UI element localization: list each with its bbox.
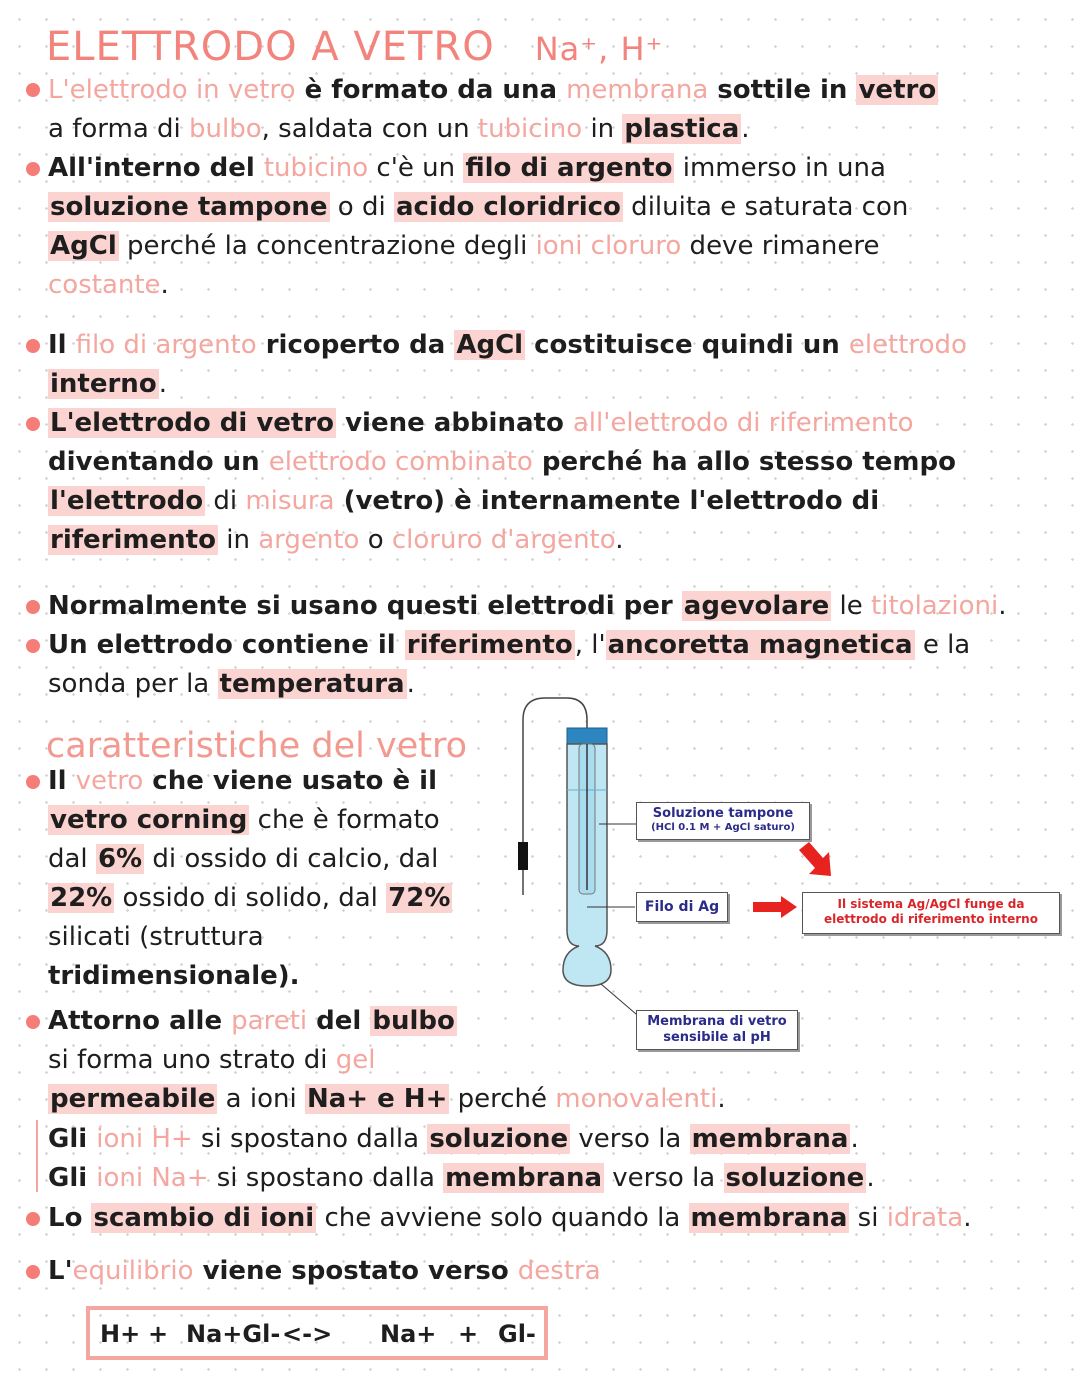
title-ions: Na⁺, H⁺ [534,30,664,68]
text-line: diventando un elettrodo combinato perché ha allo stesso tempo [48,447,956,477]
text-line: a forma di bulbo, saldata con un tubicino in plastica. [48,114,750,144]
page-title [46,24,663,70]
text-line: L'elettrodo in vetro è formato da una membrana sottile in vetro [48,75,937,105]
text-line: interno. [50,369,167,399]
text-line: L'equilibrio viene spostato verso destra [48,1256,601,1286]
bullet [26,339,40,353]
text-line: Il vetro che viene usato è il [48,766,437,796]
bullet [26,417,40,431]
callout-internal-reference: Il sistema Ag/AgCl funge da elettrodo di riferimento interno [802,892,1060,934]
bullet [26,1212,40,1226]
text-line: costante. [48,270,169,300]
callout-silver-wire: Filo di Ag [636,892,728,922]
text-line: silicati (struttura [48,922,264,952]
electrode-diagram [505,690,1065,1060]
bullet [26,1265,40,1279]
text-line: sonda per la temperatura. [48,669,415,699]
text-line: l'elettrodo di misura (vetro) è internamente l'elettrodo di [50,486,880,516]
text-line: permeabile a ioni Na+ e H+ perché monovalenti. [50,1084,726,1114]
bullet [26,162,40,176]
text-line: Un elettrodo contiene il riferimento, l'ancoretta magnetica e la [48,630,971,660]
bullet [26,1015,40,1029]
bullet [26,600,40,614]
bullet [26,775,40,789]
text-line: Lo scambio di ioni che avviene solo quando la membrana si idrata. [48,1203,972,1233]
equation-term: Gl- [498,1320,536,1348]
text-line: si forma uno strato di gel [48,1045,376,1075]
arrow-down-icon [799,842,831,876]
equation-term: H+ [100,1320,141,1348]
section-title: caratteristiche del vetro [46,726,467,766]
equation-term: <-> [282,1320,333,1348]
callout-buffer-solution: Soluzione tampone (HCl 0.1 M + AgCl saturo) [636,802,810,840]
text-line: Gli ioni Na+ si spostano dalla membrana verso la soluzione. [48,1163,875,1193]
text-line: L'elettrodo di vetro viene abbinato all'elettrodo di riferimento [50,408,914,438]
electrode-connector [518,842,528,870]
text-line: dal 6% di ossido di calcio, dal [48,844,439,874]
text-line: vetro corning che è formato [50,805,440,835]
text-line: Gli ioni H+ si spostano dalla soluzione verso la membrana. [48,1124,859,1154]
text-line: All'interno del tubicino c'è un filo di argento immerso in una [48,153,886,183]
equation-term: Na+ [380,1320,437,1348]
quote-bar [36,1120,38,1192]
arrow-right-icon [753,896,797,918]
callout-glass-membrane: Membrana di vetro sensibile al pH [636,1010,798,1050]
equation-term: + [458,1320,479,1348]
text-line: Attorno alle pareti del bulbo [48,1006,455,1036]
electrode-cap [567,728,607,744]
bullet [26,639,40,653]
text-line: Il filo di argento ricoperto da AgCl costituisce quindi un elettrodo [48,330,967,360]
equation-term: Na+Gl- [186,1320,281,1348]
bullet [26,83,40,97]
text-line: 22% ossido di solido, dal 72% [50,883,451,913]
text-line: AgCl perché la concentrazione degli ioni cloruro deve rimanere [50,231,880,261]
text-line: riferimento in argento o cloruro d'argento. [50,525,624,555]
text-line: soluzione tampone o di acido cloridrico diluita e saturata con [50,192,909,222]
title-main: ELETTRODO A VETRO [46,24,495,70]
text-line: Normalmente si usano questi elettrodi per agevolare le titolazioni. [48,591,1007,621]
equation-box [86,1306,548,1360]
text-line: tridimensionale). [48,961,300,991]
equation-term: + [148,1320,169,1348]
